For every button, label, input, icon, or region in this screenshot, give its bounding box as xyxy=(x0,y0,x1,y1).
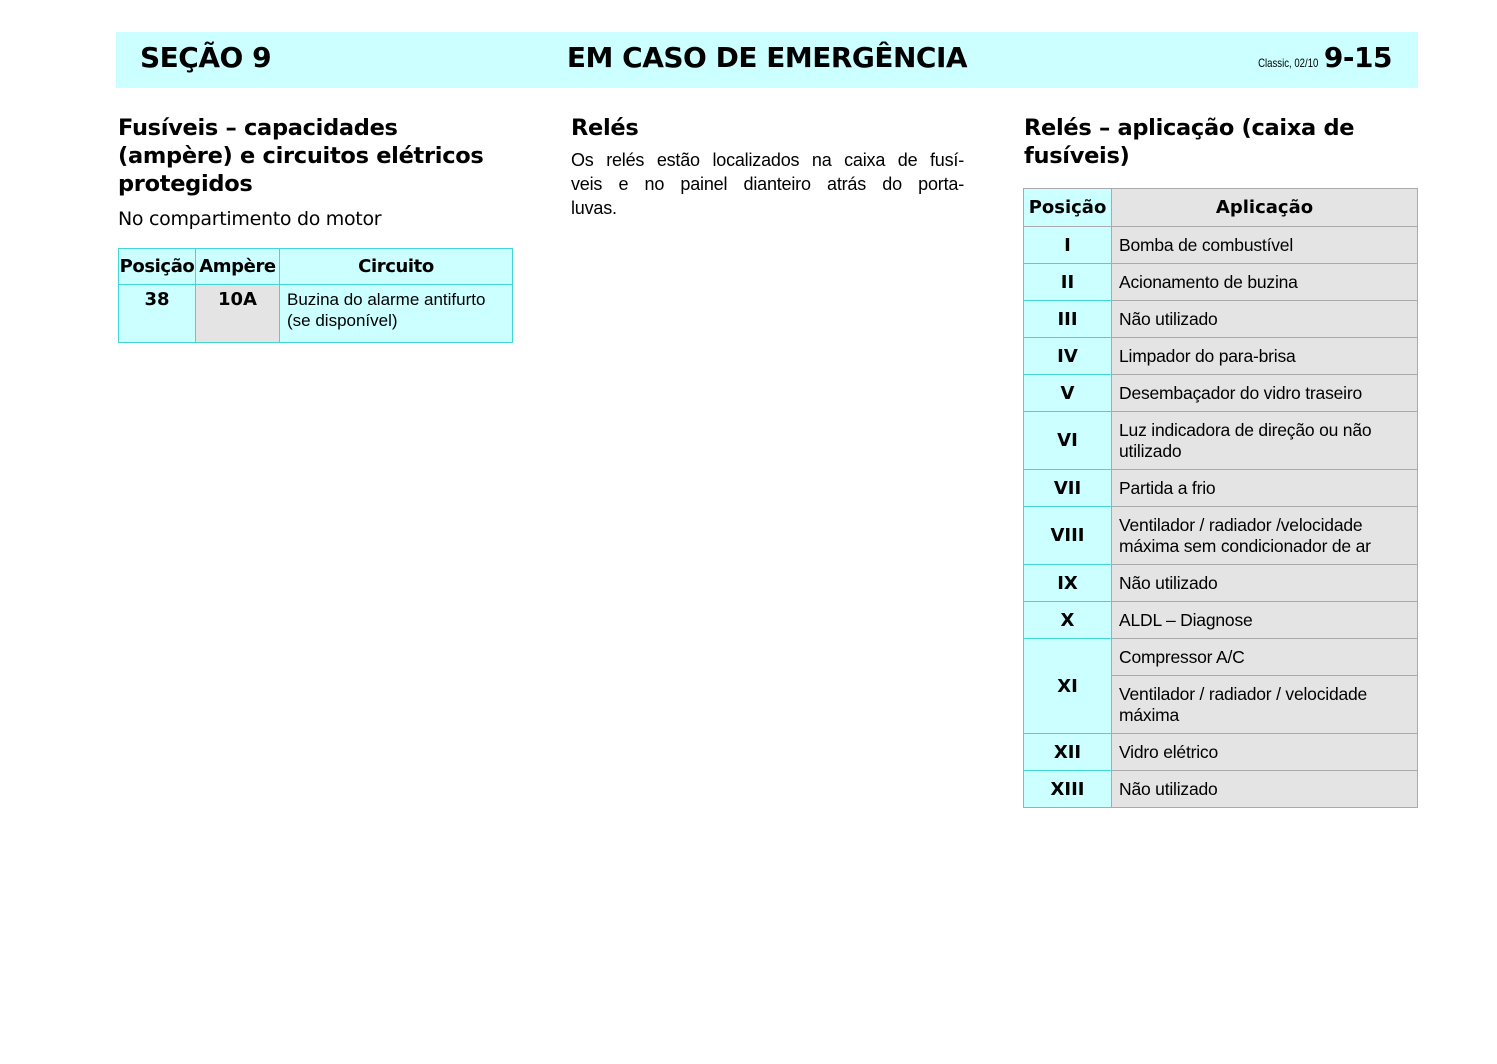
paragraph-line: luvas. xyxy=(571,198,617,218)
column-header-ampere: Ampère xyxy=(196,249,280,285)
relay-application-cell xyxy=(1112,507,1418,565)
relay-application-cell: ALDL – Diagnose xyxy=(1112,602,1418,639)
application-line: Ventilador / radiador / velocidade xyxy=(1119,683,1368,704)
relay-position-cell: XII xyxy=(1024,734,1112,771)
engine-compartment-subheading: No compartimento do motor xyxy=(118,208,382,230)
relay-application-cell xyxy=(1112,676,1418,734)
relay-application-cell xyxy=(1112,412,1418,470)
application-line: utilizado xyxy=(1119,440,1182,461)
column-header-position: Posição xyxy=(1024,189,1112,227)
application-line: máxima xyxy=(1119,704,1180,725)
fuse-circuit-cell xyxy=(280,285,513,343)
edition-label: Classic, 02/10 xyxy=(1257,56,1318,70)
application-line: máxima sem condicionador de ar xyxy=(1119,535,1371,556)
table-header-row xyxy=(119,249,513,285)
table-row xyxy=(1024,734,1418,771)
fuse-position-cell: 38 xyxy=(119,285,196,343)
fuses-heading-line: protegidos xyxy=(118,171,253,197)
relay-position-cell: IV xyxy=(1024,338,1112,375)
column-header-position: Posição xyxy=(119,249,196,285)
relay-application-cell: Vidro elétrico xyxy=(1112,734,1418,771)
page-number: 9-15 xyxy=(1323,41,1392,74)
relay-application-cell: Não utilizado xyxy=(1112,565,1418,602)
table-header-row xyxy=(1024,189,1418,227)
table-row xyxy=(1024,470,1418,507)
section-label: SEÇÃO 9 xyxy=(140,41,272,74)
relay-application-cell: Limpador do para-brisa xyxy=(1112,338,1418,375)
table-row xyxy=(1024,375,1418,412)
table-row xyxy=(1024,301,1418,338)
relay-application-heading-line: fusíveis) xyxy=(1024,143,1130,169)
relay-table xyxy=(1023,188,1418,808)
table-row xyxy=(1024,412,1418,470)
fuses-heading-line: (ampère) e circuitos elétricos xyxy=(118,143,484,169)
relay-position-cell: VII xyxy=(1024,470,1112,507)
fuses-heading xyxy=(118,114,483,198)
relays-paragraph xyxy=(571,148,964,220)
column-header-circuit: Circuito xyxy=(280,249,513,285)
page-header xyxy=(116,32,1418,88)
relay-position-cell: III xyxy=(1024,301,1112,338)
paragraph-line: veis e no painel dianteiro atrás do porta- xyxy=(571,174,964,194)
page-title: EM CASO DE EMERGÊNCIA xyxy=(566,41,968,74)
table-row xyxy=(1024,602,1418,639)
column-header-application: Aplicação xyxy=(1112,189,1418,227)
application-line: Ventilador / radiador /velocidade xyxy=(1119,514,1363,535)
table-row xyxy=(1024,507,1418,565)
relay-application-cell: Não utilizado xyxy=(1112,301,1418,338)
table-row xyxy=(119,285,513,343)
relay-position-cell: XI xyxy=(1024,639,1112,734)
relay-position-cell: IX xyxy=(1024,565,1112,602)
table-row xyxy=(1024,264,1418,301)
table-row xyxy=(1024,771,1418,808)
relay-position-cell: VIII xyxy=(1024,507,1112,565)
relay-application-cell: Compressor A/C xyxy=(1112,639,1418,676)
circuit-line: (se disponível) xyxy=(287,311,398,330)
relay-position-cell: XIII xyxy=(1024,771,1112,808)
relay-position-cell: II xyxy=(1024,264,1112,301)
relay-position-cell: I xyxy=(1024,227,1112,264)
relay-position-cell: VI xyxy=(1024,412,1112,470)
relay-application-cell: Desembaçador do vidro traseiro xyxy=(1112,375,1418,412)
relay-position-cell: X xyxy=(1024,602,1112,639)
relay-application-heading xyxy=(1024,114,1354,170)
table-row xyxy=(1024,227,1418,264)
fuse-ampere-cell: 10A xyxy=(196,285,280,343)
relay-application-heading-line: Relés – aplicação (caixa de xyxy=(1024,115,1355,141)
circuit-line: Buzina do alarme antifurto xyxy=(287,290,486,309)
paragraph-line: Os relés estão localizados na caixa de fusí- xyxy=(571,150,964,170)
table-row xyxy=(1024,639,1418,676)
relay-application-cell: Não utilizado xyxy=(1112,771,1418,808)
application-line: Luz indicadora de direção ou não xyxy=(1119,419,1372,440)
relay-position-cell: V xyxy=(1024,375,1112,412)
relay-application-cell: Bomba de combustível xyxy=(1112,227,1418,264)
fuses-heading-line: Fusíveis – capacidades xyxy=(118,115,398,141)
fuse-table xyxy=(118,248,513,343)
relay-application-cell: Acionamento de buzina xyxy=(1112,264,1418,301)
table-row xyxy=(1024,338,1418,375)
relay-application-cell: Partida a frio xyxy=(1112,470,1418,507)
relays-heading: Relés xyxy=(571,115,639,141)
table-row xyxy=(1024,565,1418,602)
